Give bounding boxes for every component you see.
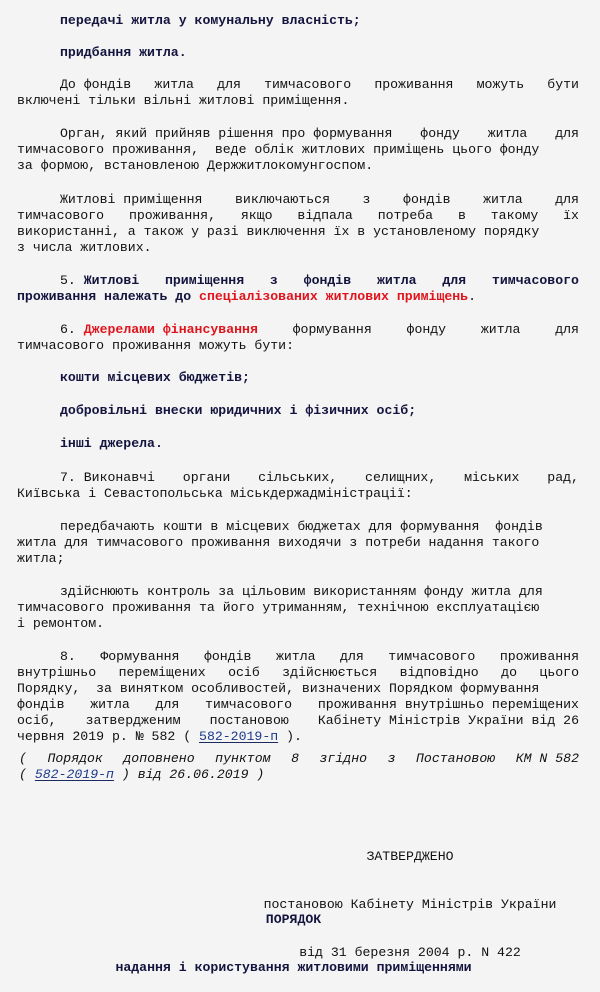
point-7-sub-control xyxy=(17,584,579,632)
amendment-link-582-2019[interactable]: 582-2019-п xyxy=(34,767,114,782)
approval-title: ЗАТВЕРДЖЕНО xyxy=(366,849,454,864)
paragraph-line: тимчасового проживання можуть бути: xyxy=(17,338,294,353)
resolution-link-582-2019[interactable]: 582-2019-п xyxy=(199,729,279,744)
paragraph-line: за формою, встановленою Держжитлокомунгоспом. xyxy=(17,158,374,173)
list-item-local-budgets: кошти місцевих бюджетів; xyxy=(60,370,250,385)
paragraph-line: з числа житлових. xyxy=(17,240,152,255)
paragraph-line: тимчасового проживання, веде облік житлових приміщень цього фонду xyxy=(17,142,540,157)
paragraph-line: 5. Житлові приміщення з фондів житла для тимчасового xyxy=(60,273,579,288)
point-number: 6. xyxy=(60,322,76,337)
highlight-specialized-premises: спеціалізованих житлових приміщень xyxy=(199,289,469,304)
paragraph-line: Порядку, за винятком особливостей, визначених Порядком формування xyxy=(17,681,540,696)
amendment-note xyxy=(19,751,579,783)
point-8 xyxy=(17,649,579,745)
point-7 xyxy=(17,470,579,502)
heading-subtitle: надання і користування житловими приміщеннями xyxy=(115,960,472,975)
paragraph-line: здійснюють контроль за цільовим використанням фонду житла для xyxy=(60,584,543,599)
approval-resolution: постановою Кабінету Міністрів України xyxy=(263,897,557,912)
list-item-voluntary-contributions: добровільні внески юридичних і фізичних осіб; xyxy=(60,403,417,418)
paragraph-line: ( Порядок доповнено пунктом 8 згідно з Постановою КМ N 582 xyxy=(19,751,579,766)
paragraph-exclusion xyxy=(17,192,579,256)
paragraph-line: тимчасового проживання, якщо відпала потреба в такому їх xyxy=(17,208,579,223)
paragraph-line: 8. Формування фондів житла для тимчасового проживання xyxy=(60,649,579,664)
paragraph-registry xyxy=(17,126,579,174)
heading-title: ПОРЯДОК xyxy=(265,912,322,927)
paragraph-line: тимчасового проживання та його утриманням, технічною експлуатацією xyxy=(17,600,540,615)
point-5 xyxy=(17,273,579,305)
list-item-transfer: передачі житла у комунальну власність; xyxy=(60,13,361,28)
paragraph-line: 7. Виконавчі органи сільських, селищних, міських рад, xyxy=(60,470,579,485)
point-7-sub-budgets xyxy=(17,519,579,567)
paragraph-line: включені тільки вільні житлові приміщення. xyxy=(17,93,350,108)
paragraph-line: передбачають кошти в місцевих бюджетах для формування фондів xyxy=(60,519,543,534)
paragraph-line: фондів житла для тимчасового проживання внутрішньо переміщених xyxy=(17,697,579,712)
list-item-other-sources: інші джерела. xyxy=(60,436,163,451)
paragraph-line: використанні, а також у разі виключення їх в установленому порядку xyxy=(17,224,540,239)
paragraph-line: До фондів житла для тимчасового проживання можуть бути xyxy=(60,77,579,92)
approval-date: від 31 березня 2004 р. N 422 xyxy=(299,945,521,960)
paragraph-line: внутрішньо переміщених осіб здійснюється відповідно до цього xyxy=(17,665,579,680)
list-item-purchase: придбання житла. xyxy=(60,45,187,60)
paragraph-line: Орган, який прийняв рішення про формування фонду житла для xyxy=(60,126,579,141)
highlight-funding-sources: Джерелами фінансування xyxy=(83,322,258,337)
paragraph-line: ( 582-2019-п ) від 26.06.2019 ) xyxy=(19,767,265,782)
point-6 xyxy=(17,322,579,354)
point-number: 5. xyxy=(60,273,76,288)
paragraph-line: осіб, затвердженим постановою Кабінету Міністрів України від 26 xyxy=(17,713,579,728)
paragraph-line: червня 2019 р. № 582 ( 582-2019-п ). xyxy=(17,729,302,744)
document-heading xyxy=(0,880,587,992)
paragraph-line: 6. Джерелами фінансування формування фонду житла для xyxy=(60,322,579,337)
paragraph-line: Київська і Севастопольська міськдержадміністрації: xyxy=(17,486,413,501)
paragraph-line: Житлові приміщення виключаються з фондів житла для xyxy=(60,192,579,207)
paragraph-free-housing xyxy=(17,77,579,109)
paragraph-line: і ремонтом. xyxy=(17,616,105,631)
paragraph-line: проживання належать до спеціалізованих житлових приміщень. xyxy=(17,289,477,304)
paragraph-line: житла для тимчасового проживання виходячи з потреби надання такого xyxy=(17,535,540,550)
paragraph-line: житла; xyxy=(17,551,65,566)
